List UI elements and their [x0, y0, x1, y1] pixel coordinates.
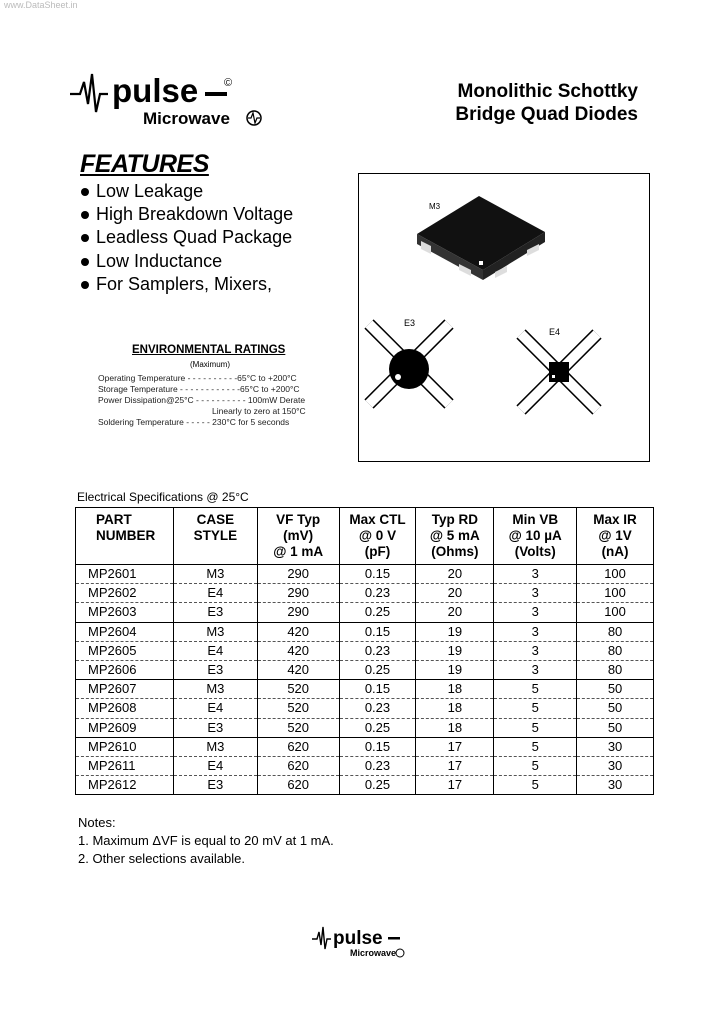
table-cell: 520 [257, 680, 339, 699]
table-cell: MP2607 [76, 680, 174, 699]
table-cell: 17 [416, 776, 494, 795]
logo-word: pulse [112, 72, 199, 109]
table-cell: 620 [257, 776, 339, 795]
table-cell: E3 [173, 718, 257, 737]
column-header: Max CTL @ 0 V (pF) [339, 508, 416, 565]
table-cell: 20 [416, 603, 494, 622]
table-cell: 19 [416, 641, 494, 660]
table-cell: 100 [577, 584, 654, 603]
header-row [76, 508, 654, 565]
table-cell: 17 [416, 737, 494, 756]
m3-label: M3 [429, 202, 441, 211]
table-cell: MP2606 [76, 660, 174, 679]
table-cell: 5 [494, 680, 577, 699]
table-cell: 18 [416, 680, 494, 699]
table-cell: 420 [257, 641, 339, 660]
table-cell: 3 [494, 584, 577, 603]
column-header: Max IR @ 1V (nA) [577, 508, 654, 565]
feature-item: Low Inductance [80, 250, 293, 273]
table-cell: 290 [257, 565, 339, 584]
table-cell: 30 [577, 737, 654, 756]
table-cell: MP2611 [76, 756, 174, 775]
table-cell: 5 [494, 756, 577, 775]
notes-heading: Notes: [78, 815, 116, 830]
table-cell: MP2609 [76, 718, 174, 737]
table-cell: M3 [173, 622, 257, 641]
table-cell: 5 [494, 699, 577, 718]
table-cell: 100 [577, 565, 654, 584]
waveform-icon [312, 927, 331, 949]
feature-item: Leadless Quad Package [80, 226, 293, 249]
e4-package-drawing [521, 334, 597, 410]
table-cell: E4 [173, 699, 257, 718]
logo-sub: Microwave [350, 948, 397, 958]
feature-item: High Breakdown Voltage [80, 203, 293, 226]
table-cell: 620 [257, 737, 339, 756]
table-cell: E4 [173, 641, 257, 660]
waveform-icon [70, 74, 108, 112]
table-cell: MP2601 [76, 565, 174, 584]
feature-item: For Samplers, Mixers, [80, 273, 293, 296]
table-cell: 0.23 [339, 641, 416, 660]
table-cell: 30 [577, 776, 654, 795]
table-cell: MP2608 [76, 699, 174, 718]
e3-package-drawing [369, 324, 449, 404]
features-heading: FEATURES [80, 150, 209, 178]
env-line: Operating Temperature - - - - - - - - - -65°C to +200°C [98, 373, 297, 383]
table-cell: 0.15 [339, 737, 416, 756]
table-cell: 3 [494, 603, 577, 622]
env-ratings-heading: ENVIRONMENTAL RATINGS [132, 344, 286, 356]
table-cell: 20 [416, 584, 494, 603]
env-line: Linearly to zero at 150°C [212, 406, 306, 416]
table-cell: 3 [494, 660, 577, 679]
e3-label: E3 [404, 318, 416, 328]
spec-table [75, 507, 654, 795]
mpulse-logo [68, 72, 268, 132]
table-cell: 0.25 [339, 660, 416, 679]
table-cell: MP2610 [76, 737, 174, 756]
table-cell: 290 [257, 603, 339, 622]
table-cell: MP2605 [76, 641, 174, 660]
table-row [76, 622, 654, 641]
table-row [76, 660, 654, 679]
table-cell: M3 [173, 737, 257, 756]
table-cell: 0.23 [339, 699, 416, 718]
table-row [76, 776, 654, 795]
table-cell: 50 [577, 699, 654, 718]
table-row [76, 584, 654, 603]
table-cell: 18 [416, 718, 494, 737]
table-cell: 3 [494, 565, 577, 584]
column-header: VF Typ (mV) @ 1 mA [257, 508, 339, 565]
logo-word: pulse [333, 928, 383, 949]
table-cell: 19 [416, 622, 494, 641]
watermark: www.DataSheet.in [4, 0, 78, 10]
table-row [76, 603, 654, 622]
table-cell: M3 [173, 680, 257, 699]
table-cell: MP2603 [76, 603, 174, 622]
table-row [76, 737, 654, 756]
note-item: 1. Maximum ΔVF is equal to 20 mV at 1 mA. [78, 833, 334, 848]
table-cell: 5 [494, 737, 577, 756]
table-row [76, 565, 654, 584]
env-line: Storage Temperature - - - - - - - - - - - -65°C to +200°C [98, 384, 300, 394]
notes [78, 814, 334, 868]
env-line: Power Dissipation@25°C - - - - - - - - - - 100mW Derate [98, 395, 306, 405]
table-cell: E4 [173, 584, 257, 603]
column-header: CASE STYLE [173, 508, 257, 565]
table-cell: 290 [257, 584, 339, 603]
copyright-mark: © [224, 77, 233, 89]
table-row [76, 756, 654, 775]
e4-label: E4 [549, 327, 561, 337]
table-cell: 520 [257, 718, 339, 737]
table-cell: MP2612 [76, 776, 174, 795]
table-cell: M3 [173, 565, 257, 584]
env-line: Soldering Temperature - - - - - 230°C for 5 seconds [98, 417, 290, 427]
table-cell: E3 [173, 660, 257, 679]
table-cell: 50 [577, 718, 654, 737]
table-cell: 80 [577, 622, 654, 641]
table-cell: 17 [416, 756, 494, 775]
mpulse-logo-small [310, 925, 410, 959]
column-header: Min VB @ 10 µA (Volts) [494, 508, 577, 565]
table-cell: 420 [257, 622, 339, 641]
table-cell: 5 [494, 718, 577, 737]
table-cell: E3 [173, 776, 257, 795]
table-cell: 18 [416, 699, 494, 718]
table-row [76, 680, 654, 699]
logo-sub: Microwave [143, 109, 230, 128]
column-header: PART NUMBER [76, 508, 174, 565]
table-cell: MP2604 [76, 622, 174, 641]
feature-item: Low Leakage [80, 180, 293, 203]
note-item: 2. Other selections available. [78, 851, 245, 866]
table-cell: 0.15 [339, 622, 416, 641]
features-list [80, 180, 293, 296]
table-cell: 3 [494, 641, 577, 660]
table-cell: 0.25 [339, 603, 416, 622]
table-cell: 50 [577, 680, 654, 699]
env-ratings-sub: (Maximum) [190, 360, 230, 369]
table-cell: 520 [257, 699, 339, 718]
table-cell: MP2602 [76, 584, 174, 603]
column-header: Typ RD @ 5 mA (Ohms) [416, 508, 494, 565]
electrical-spec-title: Electrical Specifications @ 25°C [77, 490, 249, 504]
page-title: Monolithic Schottky Bridge Quad Diodes [455, 81, 638, 125]
table-cell: 80 [577, 660, 654, 679]
table-row [76, 641, 654, 660]
table-cell: 620 [257, 756, 339, 775]
table-cell: 5 [494, 776, 577, 795]
table-row [76, 718, 654, 737]
table-row [76, 699, 654, 718]
table-cell: 19 [416, 660, 494, 679]
package-drawings [358, 173, 650, 462]
table-cell: 30 [577, 756, 654, 775]
table-cell: 0.25 [339, 776, 416, 795]
table-cell: 0.23 [339, 584, 416, 603]
table-cell: E3 [173, 603, 257, 622]
table-cell: 100 [577, 603, 654, 622]
table-cell: 20 [416, 565, 494, 584]
table-cell: 80 [577, 641, 654, 660]
table-cell: 0.15 [339, 565, 416, 584]
table-cell: 0.23 [339, 756, 416, 775]
table-cell: 0.15 [339, 680, 416, 699]
table-cell: 0.25 [339, 718, 416, 737]
table-cell: E4 [173, 756, 257, 775]
table-cell: 3 [494, 622, 577, 641]
table-cell: 420 [257, 660, 339, 679]
